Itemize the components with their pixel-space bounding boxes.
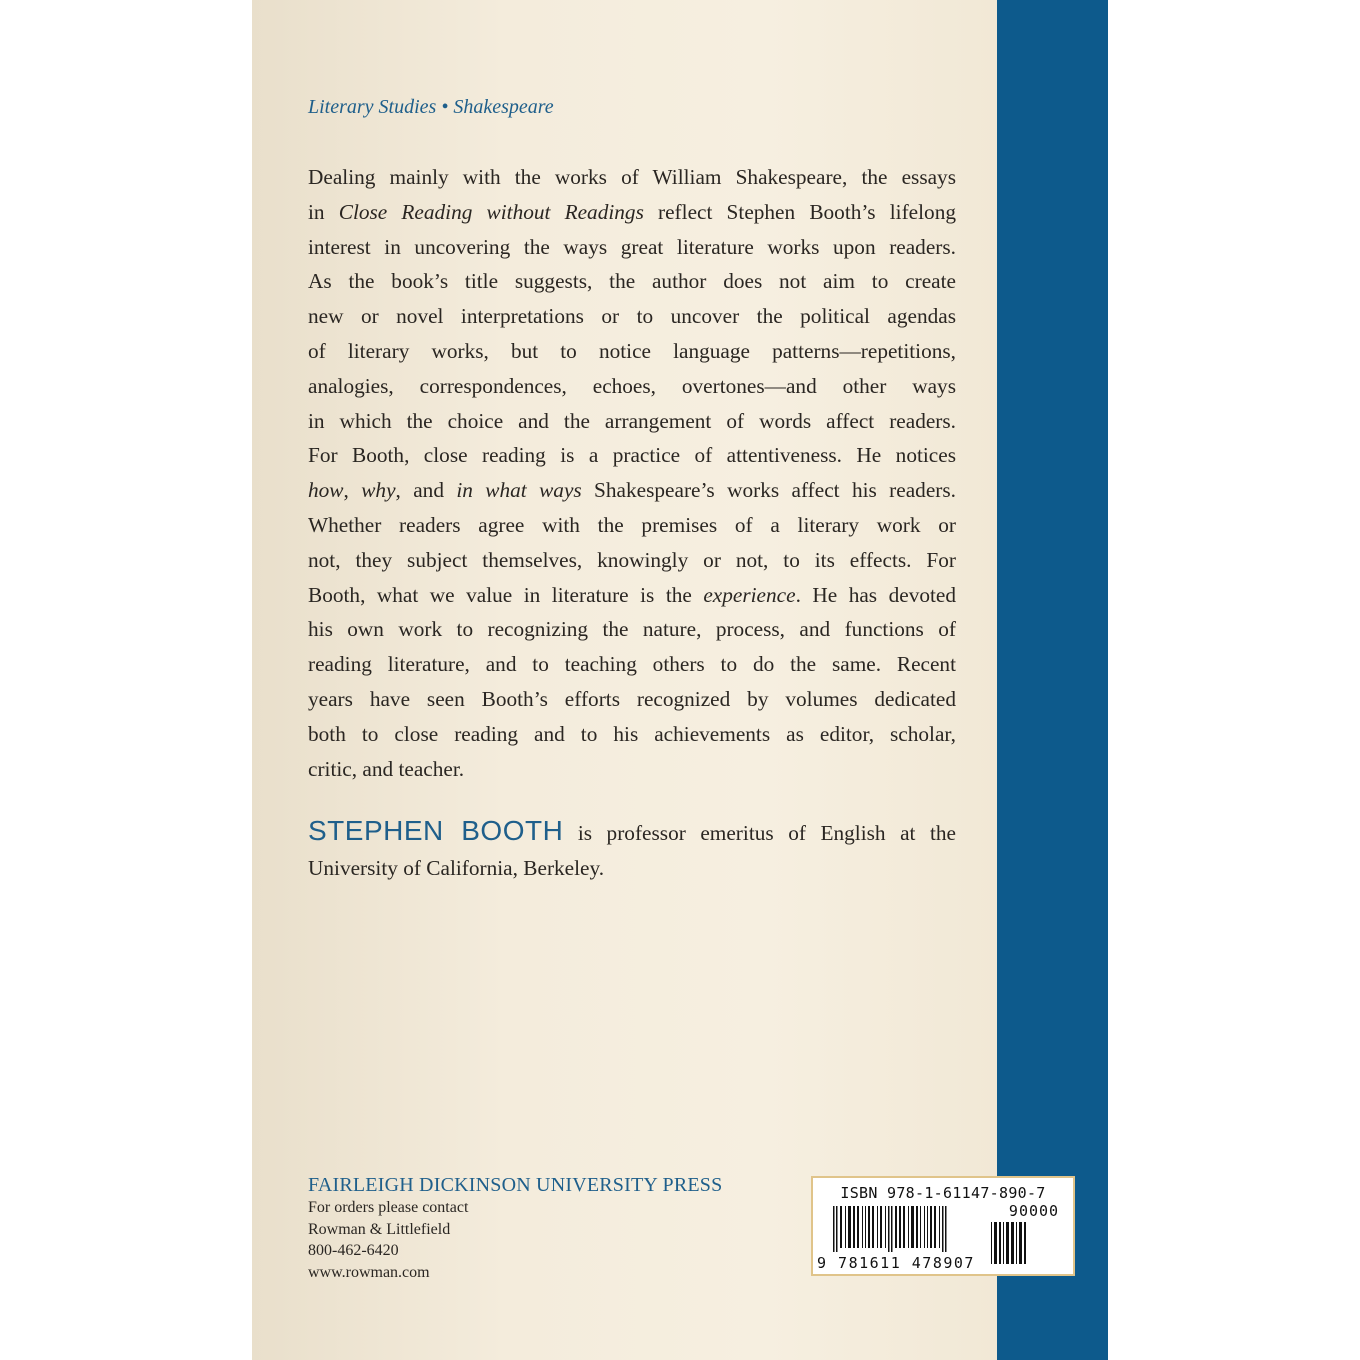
phone-number: 800-462-6420: [308, 1242, 399, 1259]
description-line: his own work to recognizing the nature, process, and functions of: [308, 617, 956, 642]
description-line: Booth, what we value in literature is the experience. He has devoted: [308, 582, 957, 607]
description-line: not, they subject themselves, knowingly or not, to its effects. For: [308, 547, 956, 572]
barcode-bar: [872, 1206, 874, 1248]
italic-phrase: how: [308, 478, 344, 503]
book-description: [308, 160, 956, 786]
barcode-bar: [994, 1222, 997, 1264]
description-line: critic, and teacher.: [308, 756, 465, 781]
barcode-bar: [911, 1206, 914, 1248]
spine-color-band: [997, 0, 1108, 1360]
description-line: how, why, and in what ways Shakespeare’s works affect his readers.: [308, 478, 956, 503]
barcode-bar: [1006, 1222, 1009, 1264]
italic-phrase: in what ways: [456, 478, 582, 503]
barcode-bar: [1003, 1222, 1004, 1264]
website-url: www.rowman.com: [308, 1263, 430, 1281]
barcode-bar: [927, 1206, 928, 1248]
barcode-bar: [999, 1222, 1001, 1264]
author-bio-affiliation: University of California, Berkeley.: [308, 855, 605, 880]
category-label: Literary Studies • Shakespeare: [308, 96, 554, 118]
barcode-bar: [862, 1206, 863, 1248]
barcode-bar: [934, 1206, 936, 1248]
barcode-bar: [880, 1206, 882, 1248]
publisher-name: FAIRLEIGH DICKINSON UNIVERSITY PRESS: [308, 1174, 723, 1196]
ean-number: 9 781611 478907: [817, 1254, 975, 1272]
barcode-bar: [891, 1206, 893, 1252]
orders-note: For orders please contact: [308, 1199, 469, 1216]
barcode-bar: [877, 1206, 878, 1248]
publisher-block: [308, 1174, 722, 1283]
barcode-bar: [991, 1222, 992, 1264]
description-line: Dealing mainly with the works of William Shakespeare, the essays: [308, 165, 956, 189]
description-line: For Booth, close reading is a practice of attentiveness. He notices: [308, 443, 956, 468]
barcode-bar: [916, 1206, 918, 1248]
barcode-bar: [939, 1206, 940, 1248]
italic-phrase: why: [361, 478, 396, 503]
barcode-bar: [1011, 1222, 1014, 1264]
isbn-number: ISBN 978-1-61147-890-7: [840, 1184, 1046, 1202]
distributor-name: Rowman & Littlefield: [308, 1220, 451, 1238]
barcode-bar: [1016, 1222, 1017, 1264]
barcode-bar: [865, 1206, 866, 1248]
addon-code: 90000: [1008, 1202, 1060, 1220]
description-line: of literary works, but to notice language patterns—repetitions,: [308, 338, 956, 363]
description-line: in which the choice and the arrangement of words affect readers.: [308, 408, 956, 433]
barcode-bar: [853, 1206, 855, 1248]
author-bio-line: [308, 814, 956, 851]
description-line: reading literature, and to teaching others to do the same. Recent: [308, 652, 956, 677]
barcode-bar: [845, 1206, 846, 1248]
barcode-bar: [848, 1206, 851, 1248]
description-line: As the book’s title suggests, the author does not aim to create: [308, 269, 956, 294]
barcode-bar: [920, 1206, 921, 1248]
description-line: Whether readers agree with the premises of a literary work or: [308, 512, 956, 537]
barcode-bar: [942, 1206, 944, 1252]
barcode-bar: [895, 1206, 897, 1248]
barcode-bar: [840, 1206, 842, 1248]
barcode-label: [811, 1176, 1075, 1276]
description-line: analogies, correspondences, echoes, overtones—and other ways: [308, 373, 956, 398]
barcode-bar: [868, 1206, 870, 1248]
barcode-bar: [1024, 1222, 1026, 1264]
italic-phrase: Close Reading without Readings: [338, 199, 644, 224]
author-bio-text: is professor emeritus of English at the: [563, 821, 956, 845]
barcode-bar: [924, 1206, 925, 1248]
barcode-bar: [833, 1206, 835, 1252]
barcode-bar: [908, 1206, 909, 1248]
barcode-bar: [836, 1206, 838, 1252]
barcode-bar: [930, 1206, 932, 1248]
author-name: STEPHEN BOOTH: [308, 815, 564, 846]
barcode-bar: [888, 1206, 890, 1252]
barcode-bar: [903, 1206, 905, 1248]
barcode-bar: [1019, 1222, 1022, 1264]
description-line: both to close reading and to his achievements as editor, scholar,: [308, 721, 956, 746]
description-line: years have seen Booth’s efforts recognized by volumes dedicated: [308, 686, 956, 711]
barcode-bar: [857, 1206, 859, 1248]
barcode-bar: [945, 1206, 947, 1252]
barcode-bar: [885, 1206, 886, 1248]
description-line: interest in uncovering the ways great literature works upon readers.: [308, 234, 956, 259]
description-line: new or novel interpretations or to uncover the political agendas: [308, 304, 956, 329]
author-bio: [308, 814, 956, 886]
barcode-bar: [899, 1206, 901, 1248]
italic-phrase: experience: [703, 582, 796, 607]
description-line: in Close Reading without Readings reflect Stephen Booth’s lifelong: [308, 199, 956, 224]
